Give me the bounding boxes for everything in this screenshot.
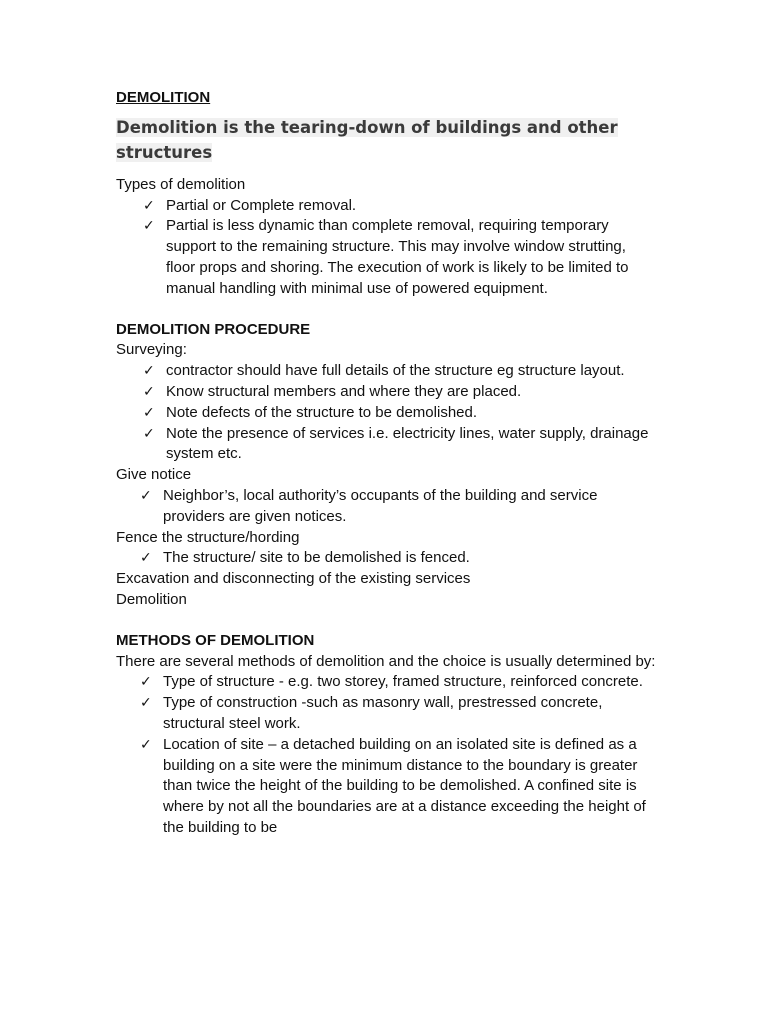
list-item: ✓ Type of construction -such as masonry wall, prestressed concrete, structural steel work. bbox=[140, 694, 603, 732]
list-item: ✓ contractor should have full details of the structure eg structure layout. bbox=[116, 361, 656, 382]
checkmark-icon: ✓ bbox=[143, 218, 155, 235]
checkmark-icon: ✓ bbox=[143, 404, 155, 421]
fence-label: Fence the structure/hording bbox=[116, 528, 300, 546]
subtitle-block bbox=[116, 115, 656, 165]
list-item: ✓ The structure/ site to be demolished is fenced. bbox=[116, 548, 656, 569]
methods-heading: METHODS OF DEMOLITION bbox=[116, 631, 315, 649]
methods-list bbox=[116, 672, 656, 838]
list-item: ✓ Partial or Complete removal. bbox=[116, 196, 656, 217]
excavation-text: Excavation and disconnecting of the existing services bbox=[116, 570, 471, 588]
types-list bbox=[116, 196, 656, 300]
checkmark-icon: ✓ bbox=[143, 197, 155, 214]
surveying-label: Surveying: bbox=[116, 341, 187, 359]
methods-intro: There are several methods of demolition and the choice is usually determined by: bbox=[116, 652, 656, 670]
fence-list bbox=[116, 548, 656, 569]
document-body bbox=[116, 88, 656, 839]
procedure-heading: DEMOLITION PROCEDURE bbox=[116, 320, 311, 338]
document-subtitle: Demolition is the tearing-down of buildings and other structures bbox=[116, 117, 618, 162]
checkmark-icon: ✓ bbox=[143, 425, 155, 442]
surveying-list bbox=[116, 361, 656, 465]
types-label: Types of demolition bbox=[116, 175, 246, 193]
demolition-text: Demolition bbox=[116, 590, 187, 608]
list-item: ✓ Partial is less dynamic than complete removal, requiring temporary support to the remaining structure. This may involve window strutting, floor props and shoring. The execution of work is likely to be limited to manual handling with minimal use of powered equipment. bbox=[143, 217, 629, 297]
checkmark-icon: ✓ bbox=[140, 487, 152, 504]
checkmark-icon: ✓ bbox=[140, 695, 152, 712]
list-item: ✓ Type of structure - e.g. two storey, framed structure, reinforced concrete. bbox=[116, 672, 656, 693]
list-item: ✓ Neighbor’s, local authority’s occupants of the building and service providers are given notices. bbox=[140, 486, 598, 525]
checkmark-icon: ✓ bbox=[143, 363, 155, 380]
notice-list bbox=[116, 486, 656, 528]
list-item: ✓ Note the presence of services i.e. electricity lines, water supply, drainage system etc. bbox=[143, 424, 649, 463]
list-item: ✓ Know structural members and where they are placed. bbox=[116, 382, 656, 403]
document-title: DEMOLITION bbox=[116, 89, 211, 106]
checkmark-icon: ✓ bbox=[140, 550, 152, 567]
list-item: ✓ Location of site – a detached building on an isolated site is defined as a building on a site were the minimum distance to the boundary is greater than twice the height of the building to be demolished. A confined site is where by not all the boundaries are at a distance exceeding the height of the building to be bbox=[140, 735, 646, 836]
checkmark-icon: ✓ bbox=[143, 383, 155, 400]
checkmark-icon: ✓ bbox=[140, 674, 152, 691]
list-item: ✓ Note defects of the structure to be demolished. bbox=[116, 403, 656, 424]
checkmark-icon: ✓ bbox=[140, 736, 152, 753]
notice-label: Give notice bbox=[116, 466, 192, 484]
